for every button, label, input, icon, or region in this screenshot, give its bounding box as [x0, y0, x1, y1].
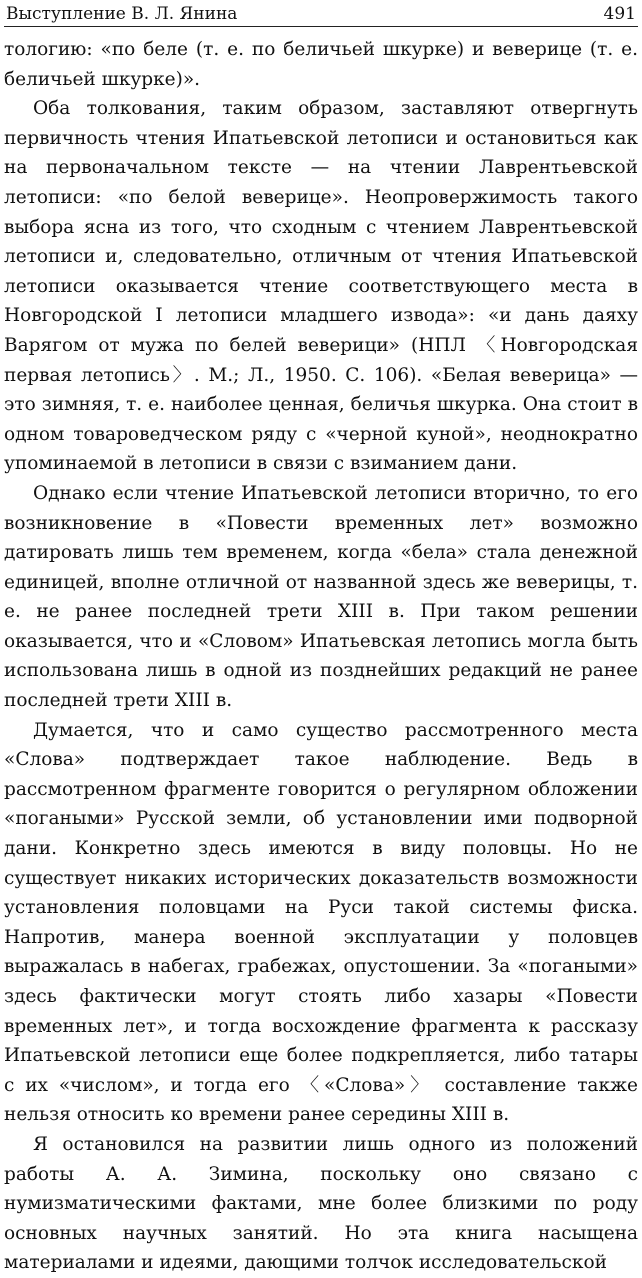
main-text — [4, 35, 638, 1278]
paragraph-continued: тологию: «по беле (т. е. по беличьей шкурке) и веверице (т. е. беличьей шкурке)». — [4, 39, 638, 90]
paragraph: Я остановился на развитии лишь одного из положений работы А. А. Зимина, поскольку оно связано с нумизматическими фактами, мне более близкими по роду основных научных занятий. Но эта книга насыщена материалами и идеями, дающими толчок исследовательской — [4, 1133, 638, 1274]
running-header — [4, 0, 638, 27]
paragraph: Однако если чтение Ипатьевской летописи вторично, то его возникновение в «Повести временных лет» возможно датировать лишь тем временем, когда «бела» стала денежной единицей, вполне отличной от названной здесь же веверицы, т. е. не ранее последней трети XIII в. При таком решении оказывается, что и «Словом» Ипатьевская летопись могла быть использована лишь в одной из позднейших редакций не ранее последней трети XIII в. — [4, 482, 638, 712]
running-title: Выступление В. Л. Янина — [6, 4, 238, 24]
paragraph: Оба толкования, таким образом, заставляют отвергнуть первичность чтения Ипатьевской летописи и остановиться как на первоначальном тексте — на чтении Лаврентьевской летописи: «по белой веверице». Неопровержимость такого выбора ясна из того, что сходным с чтением Лаврентьевской летописи и, следовательно, отличным от чтения Ипатьевской летописи оказывается чтение соответствующего места в Новгородской I летописи младшего извода»: «и дань даяху Варягом от мужа по белей веверици» (НПЛ 〈Новгородская первая летопись〉. М.; Л., 1950. С. 106). «Белая веверица» — это зимняя, т. е. наиболее ценная, беличья шкурка. Она стоит в одном товароведческом ряду с «черной куной», неоднократно упоминаемой в летописи в связи с взиманием дани. — [4, 98, 638, 475]
page-number: 491 — [603, 4, 636, 24]
paragraph: Думается, что и само существо рассмотренного места «Слова» подтверждает такое наблюдение. Ведь в рассмотренном фрагменте говорится о регулярном обложении «погаными» Русской земли, об установлении ими подворной дани. Конкретно здесь имеются в виду половцы. Но не существует никаких исторических доказательств возможности установления половцами на Руси такой системы фиска. Напротив, манера военной эксплуатации у половцев выражалась в набегах, грабежах, опустошении. За «погаными» здесь фактически могут стоять либо хазары «Повести временных лет», и тогда восхождение фрагмента к рассказу Ипатьевской летописи еще более подкрепляется, либо татары с их «числом», и тогда его 〈«Слова»〉 составление также нельзя относить ко времени ранее середины XIII в. — [4, 719, 638, 1126]
